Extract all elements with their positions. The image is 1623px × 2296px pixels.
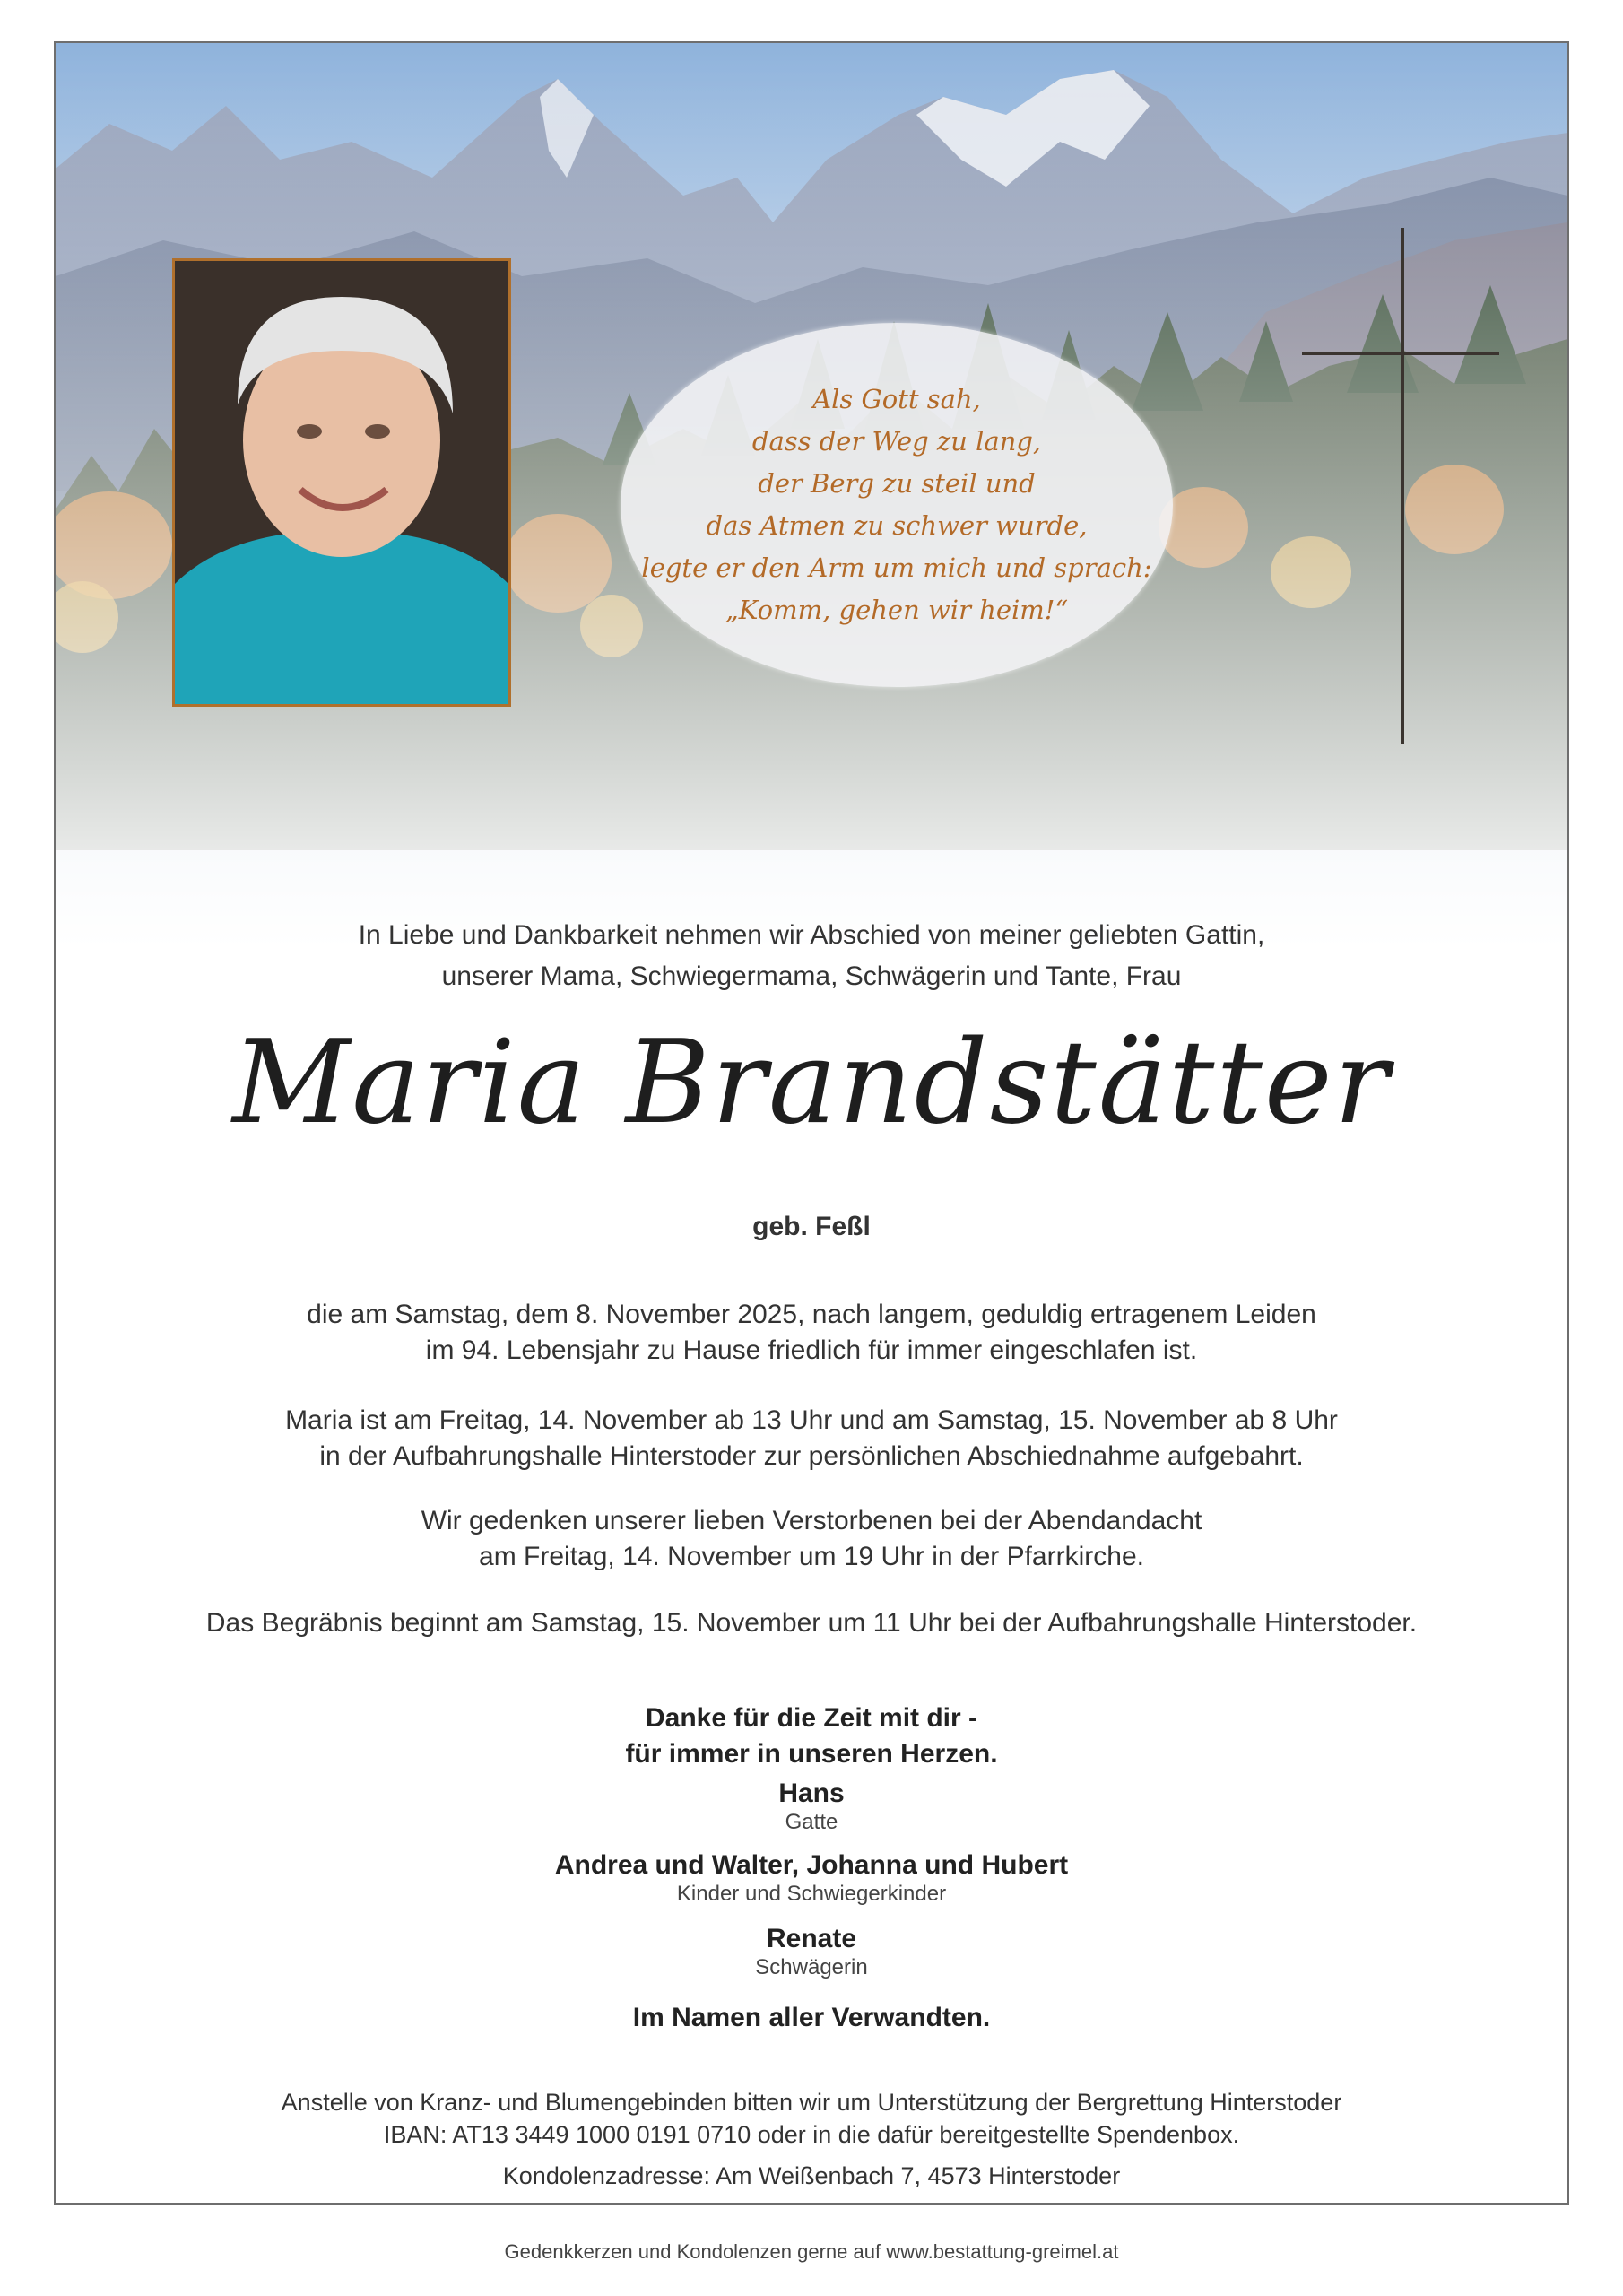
mourner-entry xyxy=(56,1778,1567,1835)
mountain-landscape-banner xyxy=(56,43,1567,949)
quote-text xyxy=(641,378,1151,631)
paragraph-line: Das Begräbnis beginnt am Samstag, 15. November um 11 Uhr bei der Aufbahrungshalle Hinterstoder. xyxy=(205,1608,1418,1638)
cross-icon-bar xyxy=(1302,352,1499,355)
paragraph-line: im 94. Lebensjahr zu Hause friedlich für immer eingeschlafen ist. xyxy=(425,1335,1198,1365)
quote-line: „Komm, gehen wir heim!“ xyxy=(725,595,1069,625)
funeral-info xyxy=(56,1605,1567,1641)
cross-icon xyxy=(1401,228,1404,744)
viewing-info xyxy=(56,1403,1567,1474)
paragraph-line: am Freitag, 14. November um 19 Uhr in der Pfarrkirche. xyxy=(479,1542,1144,1571)
closing-text: Im Namen aller Verwandten. xyxy=(632,2003,991,2032)
intro-line: In Liebe und Dankbarkeit nehmen wir Abschied von meiner geliebten Gattin, xyxy=(358,920,1265,950)
paragraph-line: Maria ist am Freitag, 14. November ab 13 Uhr und am Samstag, 15. November ab 8 Uhr xyxy=(285,1405,1338,1435)
prayer-info xyxy=(56,1503,1567,1575)
birth-name: geb. Feßl xyxy=(752,1212,871,1241)
quote-line: der Berg zu steil und xyxy=(758,468,1036,499)
death-announcement xyxy=(56,1297,1567,1369)
quote-line: Als Gott sah, xyxy=(812,384,981,414)
intro-text xyxy=(56,915,1567,997)
quote-line: dass der Weg zu lang, xyxy=(751,426,1042,457)
donation-line: IBAN: AT13 3449 1000 0191 0710 oder in die dafür bereitgestellte Spendenbox. xyxy=(383,2121,1240,2148)
quote-line: legte er den Arm um mich und sprach: xyxy=(641,552,1152,583)
deceased-name: Maria Brandstätter xyxy=(232,1016,1391,1150)
mourner-entry xyxy=(56,1849,1567,1907)
thanks-text xyxy=(56,1700,1567,1772)
condolence-address: Kondolenzadresse: Am Weißenbach 7, 4573 Hinterstoder xyxy=(502,2162,1121,2189)
intro-line: unserer Mama, Schwiegermama, Schwägerin und Tante, Frau xyxy=(441,961,1182,991)
mourner-role: Gatte xyxy=(785,1810,838,1834)
footer-website-note: Gedenkkerzen und Kondolenzen gerne auf www.bestattung-greimel.at xyxy=(504,2240,1119,2263)
thanks-line: für immer in unseren Herzen. xyxy=(625,1739,998,1769)
mourner-name: Renate xyxy=(766,1924,857,1953)
mourner-role: Schwägerin xyxy=(755,1955,868,1979)
mourner-name: Andrea und Walter, Johanna und Hubert xyxy=(554,1850,1069,1880)
thanks-line: Danke für die Zeit mit dir - xyxy=(645,1703,978,1733)
quote-line: das Atmen zu schwer wurde, xyxy=(706,510,1088,541)
portrait-figure xyxy=(175,261,508,704)
donation-request xyxy=(56,2086,1567,2151)
mourner-role: Kinder und Schwiegerkinder xyxy=(676,1882,947,1906)
mourner-name: Hans xyxy=(778,1779,845,1808)
obituary-card xyxy=(54,41,1569,2205)
portrait-photo xyxy=(172,258,511,707)
donation-line: Anstelle von Kranz- und Blumengebinden bitten wir um Unterstützung der Bergrettung Hinterstoder xyxy=(281,2089,1342,2116)
quote-oval xyxy=(621,323,1173,687)
paragraph-line: in der Aufbahrungshalle Hinterstoder zur persönlichen Abschiednahme aufgebahrt. xyxy=(319,1441,1304,1471)
paragraph-line: die am Samstag, dem 8. November 2025, nach langem, geduldig ertragenem Leiden xyxy=(307,1300,1316,1329)
paragraph-line: Wir gedenken unserer lieben Verstorbenen bei der Abendandacht xyxy=(421,1506,1202,1535)
mourner-entry xyxy=(56,1923,1567,1980)
